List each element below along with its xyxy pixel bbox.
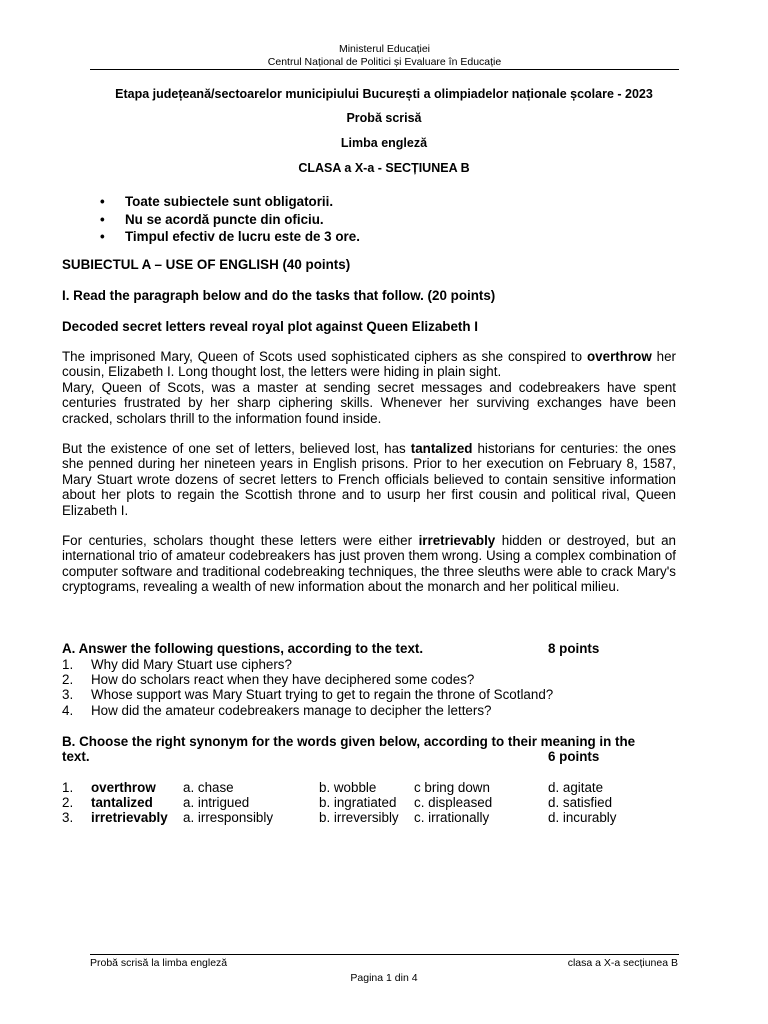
rule-item: • Timpul efectiv de lucru este de 3 ore. <box>100 229 360 244</box>
rule-item: • Toate subiectele sunt obligatorii. <box>100 194 334 209</box>
center-name: Centrul Național de Politici și Evaluare în Educație <box>267 56 502 68</box>
section-b-heading-cont: text. <box>62 749 90 764</box>
page-number: Pagina 1 din 4 <box>350 972 418 984</box>
bullet-icon: • <box>100 211 105 227</box>
paragraph-1: The imprisoned Mary, Queen of Scots used sophisticated ciphers as she conspired to overthrow her cousin, Elizabeth I. Long thought lost, the letters were hiding in plain sight. <box>62 349 676 380</box>
exam-type: Probă scrisă <box>346 111 422 125</box>
section-a-points: 8 points <box>548 641 600 656</box>
exam-title: Etapa județeană/sectoarelor municipiului București a olimpiadelor naționale școlare - 2023 <box>115 87 653 101</box>
rules-list <box>62 193 360 246</box>
header-divider <box>90 69 679 70</box>
paragraph-2: Mary, Queen of Scots, was a master at sending secret messages and codebreakers have spent centuries frustrated by her sharp ciphering skills. Whenever her surviving exchanges have been cracked, scholars thrill to the information found inside. <box>62 380 676 426</box>
footer-left: Probă scrisă la limba engleză <box>90 957 228 969</box>
section-b-heading: B. Choose the right synonym for the words given below, according to their meaning in the <box>62 734 636 749</box>
question-item: 4. How did the amateur codebreakers manage to decipher the letters? <box>62 703 492 718</box>
paragraph-4: For centuries, scholars thought these letters were either irretrievably hidden or destroyed, but an international trio of amateur codebreakers has just proven them wrong. Using a complex combination of computer software and traditional codebreaking techniques, the three sleuths were able to crack Mary's cryptograms, revealing a wealth of new information about the monarch and her political milieu. <box>62 533 676 595</box>
paragraph-3: But the existence of one set of letters, believed lost, has tantalized historians for centuries: the ones she penned during her nineteen years in English prisons. Prior to her execution on February 8, 1587, Mary Stuart wrote dozens of secret letters to French officials believed to contain sensitive information about her plots to regain the Scottish throne and to usurp her first cousin and political rival, Queen Elizabeth I. <box>62 441 676 518</box>
exam-page: Ministerul Educației Centrul Național de Politici și Evaluare în Educație Etapa județeană/sectoarelor municipiului București a olimpiadelor naționale școlare - 2023 Probă scrisă Limba engleză CLASA a X-a - SECȚIUNEA B • Toate subiectele sunt obligatorii. • Nu se acordă puncte din oficiu. • Timpul efectiv de lucru este de 3 ore. SUBIECTUL A – USE OF ENGLISH (40 points) I. Read the paragraph below and do the tasks that follow. (20 points) Decoded secret letters reveal royal plot against Queen Elizabeth I The imprisoned Mary, Queen of Scots used sophisticated ciphers as she conspired to overthrow her cousin, Elizabeth I. Long thought lost, the letters were hiding in plain sight. Mary, Queen of Scots, was a master at sending secret messages and codebreakers have spent centuries frustrated by her sharp ciphering skills. Whenever her surviving exchanges have been cracked, scholars thrill to the information found inside. But the existence of one set of letters, believed lost, has tantalized historians for centuries: the ones she penned during her nineteen years in English prisons. Prior to her execution on February 8, 1587, Mary Stuart wrote dozens of secret letters to French officials believed to contain sensitive information about her plots to regain the Scottish throne and to usurp her first cousin and political rival, Queen Elizabeth I. For centuries, scholars thought these letters were either irretrievably hidden or destroyed, but an international trio of amateur codebreakers has just proven them wrong. Using a complex combination of computer software and traditional codebreaking techniques, the three sleuths were able to crack Mary's cryptograms, revealing a wealth of new information about the monarch and her political milieu. A. Answer the following questions, according to the text. 8 points 1. Why did Mary Stuart use ciphers? 2. How do scholars react when they have deciphered some codes? 3. Whose support was Mary Stuart trying to get to regain the throne of Scotland? 4. How did the amateur codebreakers manage to decipher the letters? B. Choose the right synonym for the words given below, according to their meaning in the text. 6 points 1. overthrow a. chase b. wobble c bring down d. agitate 2. tantalized a. intrigued b. ingratiated c. displeased d. satisfied 3. irretrievably a. irresponsibly b. irreversibly c. irrationally d. incurably Probă scrisă la limba engleză clasa a X-a secțiunea B Pagina 1 din 4 <box>0 0 768 1024</box>
footer-divider <box>90 954 679 955</box>
article-title: Decoded secret letters reveal royal plot against Queen Elizabeth I <box>62 319 478 334</box>
question-item: 3. Whose support was Mary Stuart trying to get to regain the throne of Scotland? <box>62 687 554 702</box>
question-item: 2. How do scholars react when they have deciphered some codes? <box>62 672 475 687</box>
bullet-icon: • <box>100 229 105 244</box>
subject-heading: SUBIECTUL A – USE OF ENGLISH (40 points) <box>62 257 351 272</box>
keyword-tantalized: tantalized <box>410 441 473 456</box>
section-b-points: 6 points <box>548 749 600 764</box>
question-item: 1. Why did Mary Stuart use ciphers? <box>62 657 292 672</box>
exam-class: CLASA a X-a - SECȚIUNEA B <box>298 161 470 175</box>
footer-right: clasa a X-a secțiunea B <box>567 957 678 969</box>
keyword-irretrievably: irretrievably <box>418 533 496 548</box>
bullet-icon: • <box>100 194 105 209</box>
exam-subject: Limba engleză <box>340 136 428 150</box>
rule-item: • Nu se acordă puncte din oficiu. <box>100 211 324 227</box>
section-a-heading: A. Answer the following questions, according to the text. <box>62 641 424 656</box>
keyword-overthrow: overthrow <box>587 349 652 364</box>
ministry-name: Ministerul Educației <box>338 43 431 55</box>
task-heading: I. Read the paragraph below and do the tasks that follow. (20 points) <box>62 288 496 303</box>
